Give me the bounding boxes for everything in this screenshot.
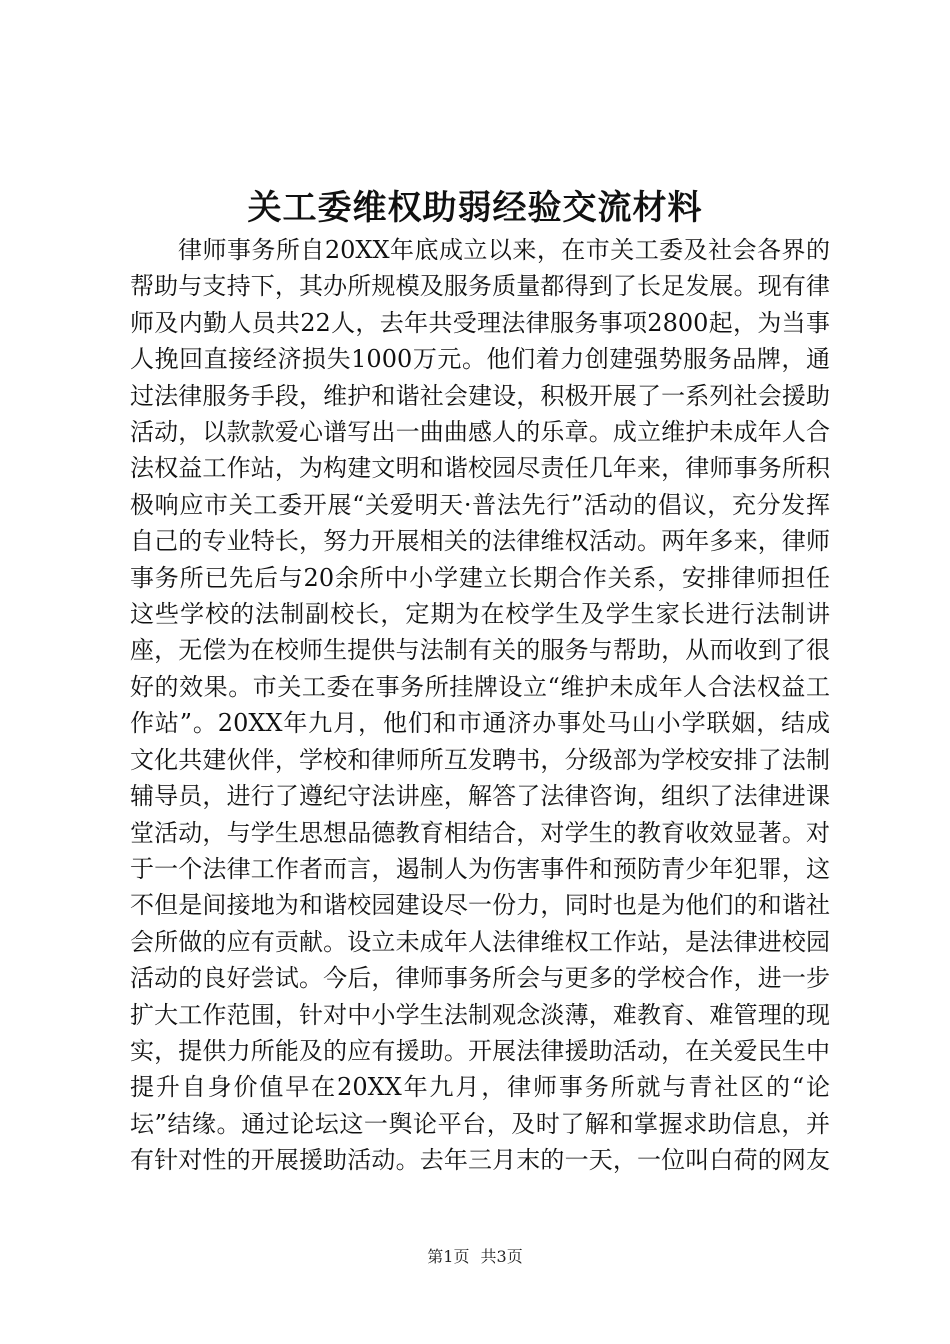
page-number: 第1页 xyxy=(427,1247,470,1266)
page-total: 共3页 xyxy=(480,1247,523,1266)
body-paragraph: 律师事务所自20XX年底成立以来，在市关工委及社会各界的帮助与支持下，其办所规模及服务质量都得到了长足发展。现有律师及内勤人员共22人，去年共受理法律服务事项2800起，为当事人挽回直接经济损失1000万元。他们着力创建强势服务品牌，通过法律服务手段，维护和谐社会建设，积极开展了一系列社会援助活动，以款款爱心谱写出一曲曲感人的乐章。成立维护未成年人合法权益工作站，为构建文明和谐校园尽责任几年来，律师事务所积极响应市关工委开展“关爱明天·普法先行”活动的倡议，充分发挥自己的专业特长，努力开展相关的法律维权活动。两年多来，律师事务所已先后与20余所中小学建立长期合作关系，安排律师担任这些学校的法制副校长，定期为在校学生及学生家长进行法制讲座，无偿为在校师生提供与法制有关的服务与帮助，从而收到了很好的效果。市关工委在事务所挂牌设立“维护未成年人合法权益工作站”。20XX年九月，他们和市通济办事处马山小学联姻，结成文化共建伙伴，学校和律师所互发聘书，分级部为学校安排了法制辅导员，进行了遵纪守法讲座，解答了法律咨询，组织了法律进课堂活动，与学生思想品德教育相结合，对学生的教育收效显著。对于一个法律工作者而言，遏制人为伤害事件和预防青少年犯罪，这不但是间接地为和谐校园建设尽一份力，同时也是为他们的和谐社会所做的应有贡献。设立未成年人法律维权工作站，是法律进校园活动的良好尝试。今后，律师事务所会与更多的学校合作，进一步扩大工作范围，针对中小学生法制观念淡薄，难教育、难管理的现实，提供力所能及的应有援助。开展法律援助活动，在关爱民生中提升自身价值早在20XX年九月，律师事务所就与青社区的“论坛”结缘。通过论坛这一舆论平台，及时了解和掌握求助信息，并有针对性的开展援助活动。去年三月末的一天，一位叫白荷的网友 xyxy=(130,236,830,1175)
page-footer xyxy=(0,1246,950,1268)
document-title: 关工委维权助弱经验交流材料 xyxy=(247,188,703,228)
